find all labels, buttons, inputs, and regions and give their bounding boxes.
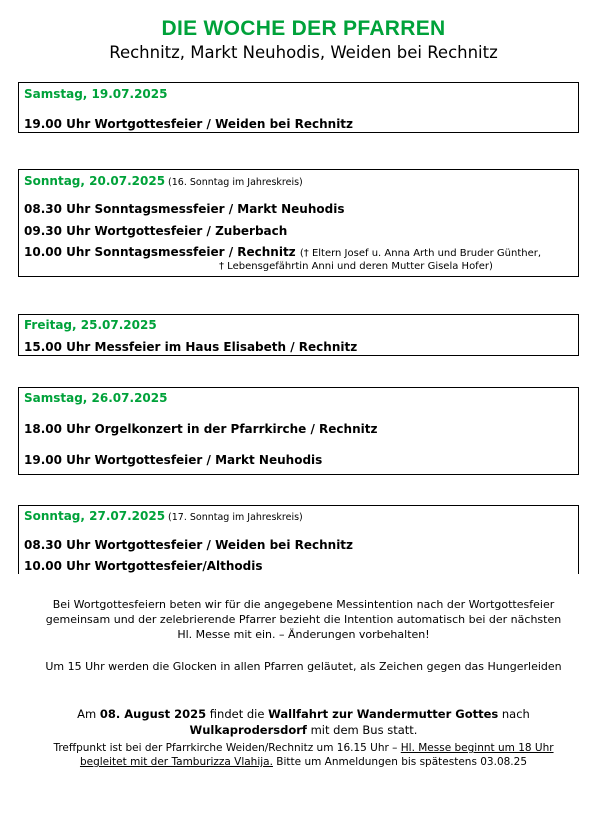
event-item [24, 245, 541, 259]
event-item: 08.30 Uhr Sonntagsmessfeier / Markt Neuhodis [24, 202, 345, 216]
event-item: 08.30 Uhr Wortgottesfeier / Weiden bei Rechnitz [24, 538, 354, 552]
text-fragment: Bitte um Anmeldungen bis spätestens 03.08.25 [272, 756, 528, 768]
day-note: (17. Sonntag im Jahreskreis) [168, 512, 303, 523]
day-date: Samstag, 19.07.2025 [24, 87, 168, 101]
note-paragraph: Um 15 Uhr werden die Glocken in allen Pfarren geläutet, als Zeichen gegen das Hungerleiden [45, 660, 562, 673]
pilgrimage-date: 08. August 2025 [99, 707, 207, 721]
underlined-text: begleitet mit der Tamburizza Vlahija. [79, 756, 273, 768]
pilgrimage-title: Wallfahrt zur Wandermutter Gottes [268, 707, 499, 721]
text-fragment: Am [77, 707, 100, 721]
event-item: 15.00 Uhr Messfeier im Haus Elisabeth / Rechnitz [24, 340, 358, 354]
day-note: (16. Sonntag im Jahreskreis) [168, 177, 303, 188]
mass-intention: † Lebensgefährtin Anni und deren Mutter Gisela Hofer) [219, 261, 493, 272]
event-item: 10.00 Uhr Wortgottesfeier/Althodis [24, 559, 263, 573]
event-text: 10.00 Uhr Sonntagsmessfeier / Rechnitz [24, 245, 296, 259]
day-box [18, 169, 579, 277]
mass-intention: († Eltern Josef u. Anna Arth und Bruder Günther, [299, 248, 542, 259]
note-paragraph: Bei Wortgottesfeiern beten wir für die angegebene Messintention nach der Wortgottesfeier gemeinsam und der zelebrierende Pfarrer bezieht die Intention automatisch bei der nächsten Hl. Messe mit ein. – Änderungen vorbehalten! [45, 598, 562, 641]
day-date-text: Sonntag, 27.07.2025 [24, 509, 166, 523]
text-fragment: findet die [206, 707, 269, 721]
day-box [18, 314, 579, 356]
text-fragment: mit dem Bus statt. [306, 723, 418, 737]
day-date [24, 174, 303, 188]
underlined-text: Hl. Messe beginnt um 18 Uhr [400, 742, 554, 754]
day-box [18, 505, 579, 574]
day-date: Freitag, 25.07.2025 [24, 318, 157, 332]
event-item: 19.00 Uhr Wortgottesfeier / Markt Neuhodis [24, 453, 323, 467]
day-date-text: Sonntag, 20.07.2025 [24, 174, 166, 188]
pilgrimage-note [40, 706, 567, 738]
page-title: DIE WOCHE DER PFARREN [161, 17, 446, 40]
event-item: 09.30 Uhr Wortgottesfeier / Zuberbach [24, 224, 288, 238]
event-item: 18.00 Uhr Orgelkonzert in der Pfarrkirche / Rechnitz [24, 422, 378, 436]
day-box [18, 82, 579, 133]
day-box [18, 387, 579, 475]
page-subtitle: Rechnitz, Markt Neuhodis, Weiden bei Rechnitz [109, 43, 498, 62]
text-fragment: Treffpunkt ist bei der Pfarrkirche Weiden/Rechnitz um 16.15 Uhr – [53, 742, 401, 754]
pilgrimage-place: Wulkaprodersdorf [189, 723, 307, 737]
day-date: Samstag, 26.07.2025 [24, 391, 168, 405]
event-item: 19.00 Uhr Wortgottesfeier / Weiden bei Rechnitz [24, 117, 354, 131]
text-fragment: nach [498, 707, 530, 721]
meeting-note [40, 741, 567, 769]
day-date [24, 509, 303, 523]
